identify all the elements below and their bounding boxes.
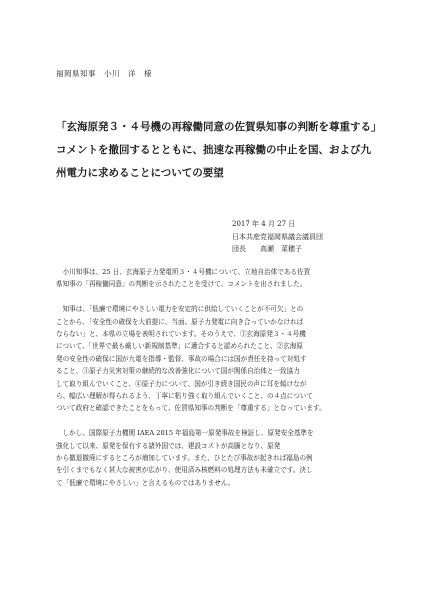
addressee: 福岡県知事 小川 洋 様 xyxy=(56,69,152,78)
body-line: ついて政府と確認できたことをもって、佐賀県知事の判断を「尊重する」となっています。 xyxy=(56,404,326,413)
body-line: ならない」と、本県の立場を表明されています。そのうえで、①玄海原発３・４号機 xyxy=(56,330,306,339)
body-line: ら、幅広い理解が得られるよう、丁寧に粘り強く取り組んでいくこと、の４点について xyxy=(56,392,314,401)
body-line: 発の安全性の確保に国が九電を指導・監督、事故の場合には国が責任を持って対処す xyxy=(56,354,307,363)
body-line: 県知事の「再稼働同意」の判断を示されたことを受けて、コメントを出されました。 xyxy=(56,280,307,289)
title-line: 「玄海原発３・４号機の再稼働同意の佐賀県知事の判断を尊重する」 xyxy=(56,121,382,133)
body-line: て「低廉で環境にやさしい」と言えるものではありません。 xyxy=(56,478,235,487)
date: 2017 年 4 月 27 日 xyxy=(232,220,296,228)
organization: 日本共産党福岡県議会議員団 xyxy=(232,232,323,241)
title-line: コメントを撤回するとともに、拙速な再稼働の中止を国、および九 xyxy=(56,144,371,156)
body-line: ことから、「安全性の確保を大前提に、当面、原子力発電に向き合っていかなければ xyxy=(56,317,304,326)
sender-block xyxy=(232,218,323,256)
document-title xyxy=(56,116,382,185)
body-line: 強化して以来、原発を保有する諸外国では、建設コストが高騰となり、原発 xyxy=(56,441,281,450)
body-line: を引くまでもなく甚大な被害が広がり、使用済み核燃料の処理方法も未確立です。決し xyxy=(56,466,313,475)
body-paragraph xyxy=(56,303,376,415)
body-line: から撤退撤廃にするところが増加しています。また、ひとたび事故が起きれば福島の例 xyxy=(56,454,313,463)
body-line: について、「世界で最も厳しい新規制基準」に適合すると認められたこと、②玄海原 xyxy=(56,342,303,351)
body-line: 小川知事は、25 日、玄海原子力発電所３・４号機について、立地自治体である佐賀 xyxy=(56,268,311,276)
document-body xyxy=(56,266,376,502)
body-paragraph xyxy=(56,427,376,489)
body-line: 知事は、「低廉で環境にやさしい電力を安定的に供給していくことが不可欠」との xyxy=(56,305,304,314)
body-line: して取り組んでいくこと、④原子力について、国が引き続き国民の声に耳を傾けなが xyxy=(56,379,307,388)
body-line: ること、③原子力災害対策の継続的な改善強化について国が関係自治体と一致協力 xyxy=(56,367,300,376)
body-line: しかし、国際原子力機関 IAEA 2015 年福島第一原発事故を検証し、原発安全基準を xyxy=(56,429,314,438)
body-paragraph xyxy=(56,266,376,291)
title-line: 州電力に求めることについての要望 xyxy=(56,167,224,179)
representative: 団長 高瀬 菜穂子 xyxy=(232,245,302,253)
